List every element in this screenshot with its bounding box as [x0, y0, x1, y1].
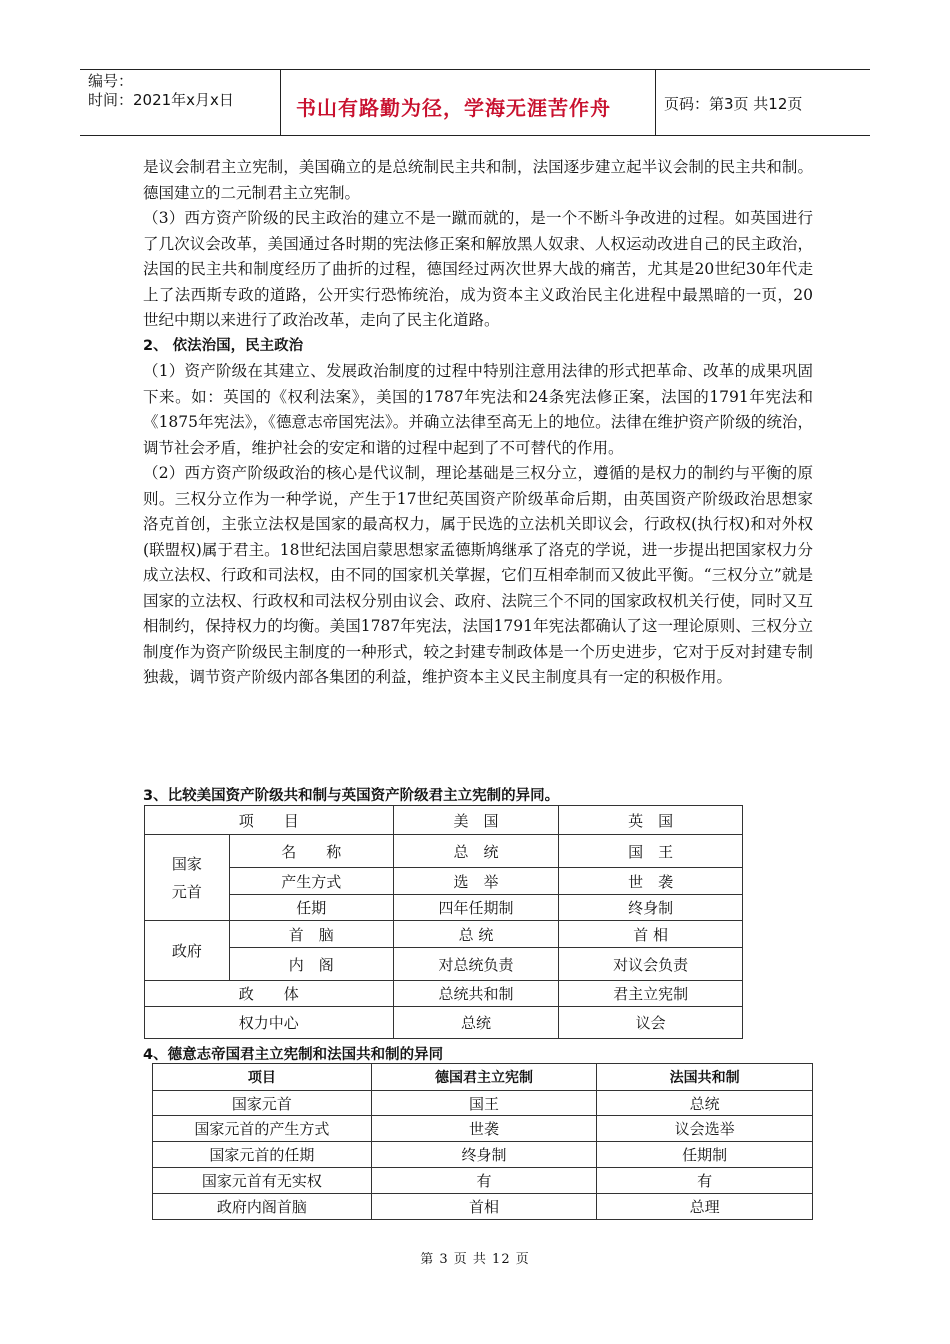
paragraph-1: 是议会制君主立宪制，美国确立的是总统制民主共和制，法国逐步建立起半议会制的民主共和制。德国建立的二元制君主立宪制。 [143, 158, 813, 202]
table-cell: 英 国 [559, 806, 743, 835]
page-footer: 第 3 页 共 12 页 [420, 1252, 530, 1267]
table-1-header-row [145, 806, 743, 835]
table-cell: 世袭 [371, 1116, 597, 1142]
table-row [145, 835, 743, 868]
table-cell: 对议会负责 [559, 948, 743, 981]
table-cell: 国王 [371, 1091, 597, 1116]
table-cell: 国 王 [559, 835, 743, 868]
table-cell-group: 政府 [145, 921, 230, 981]
table-cell: 总统共和制 [393, 981, 559, 1007]
table-cell: 政府内阁首脑 [153, 1194, 372, 1220]
table-cell: 总统 [393, 1007, 559, 1039]
table-cell: 总 统 [393, 835, 559, 868]
table-cell: 四年任期制 [393, 895, 559, 921]
table-cell: 总统 [597, 1091, 813, 1116]
section-2-heading: 2、 依法治国，民主政治 [143, 337, 304, 354]
table-cell: 项 目 [145, 806, 394, 835]
table-row [145, 921, 743, 948]
table-row [145, 1007, 743, 1039]
table-header-cell: 项目 [153, 1064, 372, 1091]
table-cell: 权力中心 [145, 1007, 394, 1039]
table-cell: 君主立宪制 [559, 981, 743, 1007]
paragraph-2: （3）西方资产阶级的民主政治的建立不是一蹴而就的，是一个不断斗争改进的过程。如英国进行了几次议会改革，美国通过各时期的宪法修正案和解放黑人奴隶、人权运动改进自己的民主政治，法国的民主共和制度经历了曲折的过程，德国经过两次世界大战的痛苦，尤其是20世纪30年代走上了法西斯专政的道路，公开实行恐怖统治，成为资本主义政治民主化进程中最黑暗的一页，20世纪中期以来进行了政治改革，走向了民主化道路。 [143, 209, 813, 329]
header-bottom-border [80, 135, 870, 136]
table-row [153, 1091, 813, 1116]
header-top-border [80, 69, 870, 70]
table-cell: 有 [597, 1168, 813, 1194]
section-2-paragraph-1: （1）资产阶级在其建立、发展政治制度的过程中特别注意用法律的形式把革命、改革的成果巩固下来。如：英国的《权利法案》，美国的1787年宪法和24条宪法修正案，法国的1791年宪法和《1875年宪法》，《德意志帝国宪法》。并确立法律至高无上的地位。法律在维护资产阶级的统治，调节社会矛盾，维护社会的安定和谐的过程中起到了不可替代的作用。 [143, 362, 813, 457]
table-cell: 首 相 [559, 921, 743, 948]
table-cell: 任期制 [597, 1142, 813, 1168]
table-cell: 选 举 [393, 868, 559, 895]
table-2-header-row [153, 1064, 813, 1091]
table-cell: 内 阁 [229, 948, 393, 981]
comparison-table-us-uk [144, 805, 743, 1039]
table-cell: 首 脑 [229, 921, 393, 948]
document-number-label: 编号： [88, 72, 134, 90]
document-body [143, 155, 813, 691]
table-cell: 终身制 [371, 1142, 597, 1168]
comparison-table-de-fr [152, 1063, 813, 1220]
table-cell: 美 国 [393, 806, 559, 835]
table-cell: 国家元首有无实权 [153, 1168, 372, 1194]
table-row [153, 1142, 813, 1168]
table-cell: 任期 [229, 895, 393, 921]
table-cell: 首相 [371, 1194, 597, 1220]
table-row [145, 868, 743, 895]
table-row [145, 981, 743, 1007]
table-cell: 国家元首的任期 [153, 1142, 372, 1168]
table-cell: 终身制 [559, 895, 743, 921]
table-cell: 议会选举 [597, 1116, 813, 1142]
table-cell: 议会 [559, 1007, 743, 1039]
table-cell: 有 [371, 1168, 597, 1194]
group-label-head-of-state: 国家元首 [171, 854, 202, 901]
table-row [153, 1116, 813, 1142]
table-row [145, 895, 743, 921]
table-1-title: 3、比较美国资产阶级共和制与英国资产阶级君主立宪制的异同。 [143, 788, 560, 804]
page-info: 页码：第3页 共12页 [664, 95, 803, 113]
table-cell: 总理 [597, 1194, 813, 1220]
header-divider-left [280, 69, 281, 136]
table-row [153, 1168, 813, 1194]
header-divider-right [655, 69, 656, 136]
table-header-cell: 法国共和制 [597, 1064, 813, 1091]
table-cell: 总 统 [393, 921, 559, 948]
section-2-paragraph-2: （2）西方资产阶级政治的核心是代议制，理论基础是三权分立，遵循的是权力的制约与平衡的原则。三权分立作为一种学说，产生于17世纪英国资产阶级革命后期，由英国资产阶级政治思想家洛克首创，主张立法权是国家的最高权力，属于民选的立法机关即议会，行政权(执行权)和对外权(联盟权)属于君主。18世纪法国启蒙思想家孟德斯鸠继承了洛克的学说，进一步提出把国家权力分成立法权、行政和司法权，由不同的国家机关掌握，它们互相牵制而又彼此平衡。“三权分立”就是国家的立法权、行政权和司法权分别由议会、政府、法院三个不同的国家政权机关行使，同时又互相制约，保持权力的均衡。美国1787年宪法，法国1791年宪法都确认了这一理论原则、三权分立制度作为资产阶级民主制度的一种形式，较之封建专制政体是一个历史进步，它对于反对封建专制独裁，调节资产阶级内部各集团的利益，维护资本主义民主制度具有一定的积极作用。 [143, 464, 813, 686]
table-cell: 政 体 [145, 981, 394, 1007]
table-cell-group [145, 835, 230, 921]
table-cell: 世 袭 [559, 868, 743, 895]
table-cell: 对总统负责 [393, 948, 559, 981]
table-header-cell: 德国君主立宪制 [371, 1064, 597, 1091]
table-cell: 国家元首的产生方式 [153, 1116, 372, 1142]
table-row [153, 1194, 813, 1220]
table-cell: 产生方式 [229, 868, 393, 895]
header-motto: 书山有路勤为径，学海无涯苦作舟 [296, 96, 611, 120]
table-cell: 国家元首 [153, 1091, 372, 1116]
table-cell: 名 称 [229, 835, 393, 868]
table-row [145, 948, 743, 981]
table-2-title: 4、德意志帝国君主立宪制和法国共和制的异同 [143, 1047, 444, 1063]
document-time-label: 时间：2021年x月x日 [88, 91, 234, 109]
